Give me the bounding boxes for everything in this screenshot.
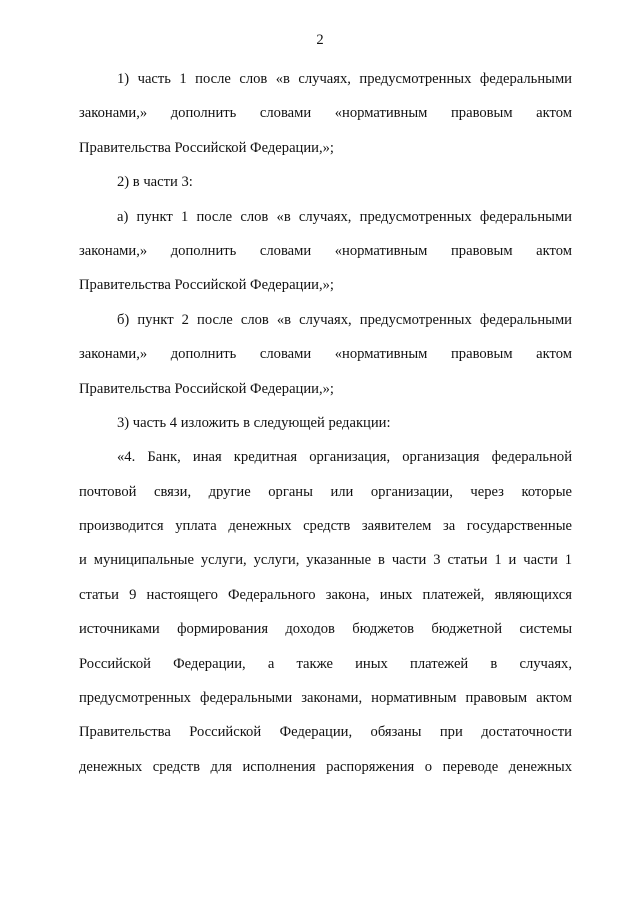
paragraph-amendment-1 — [79, 62, 572, 165]
text-line: законами,» дополнить словами «нормативным правовым актом — [79, 105, 572, 122]
paragraph-new-part-4 — [79, 440, 572, 784]
text-line: и муниципальные услуги, услуги, указанные в части 3 статьи 1 и части 1 — [79, 552, 572, 569]
page-number: 2 — [316, 32, 324, 48]
text-line: Правительства Российской Федерации,»; — [79, 380, 334, 397]
document-body — [79, 62, 572, 784]
text-line: Правительства Российской Федерации, обязаны при достаточности — [79, 724, 572, 741]
text-line: денежных средств для исполнения распоряжения о переводе денежных — [79, 758, 572, 775]
paragraph-subpoint-a — [79, 200, 572, 303]
text-line: законами,» дополнить словами «нормативным правовым актом — [79, 346, 572, 363]
text-line: статьи 9 настоящего Федерального закона, иных платежей, являющихся — [79, 586, 572, 603]
text-line: 3) часть 4 изложить в следующей редакции: — [117, 414, 391, 431]
text-line: а) пункт 1 после слов «в случаях, предусмотренных федеральными — [117, 208, 572, 225]
text-line: «4. Банк, иная кредитная организация, организация федеральной — [117, 449, 572, 466]
text-line: 2) в части 3: — [117, 174, 193, 191]
text-line: 1) часть 1 после слов «в случаях, предусмотренных федеральными — [117, 71, 572, 87]
text-line: производится уплата денежных средств заявителем за государственные — [79, 518, 572, 535]
paragraph-amendment-2 — [79, 165, 572, 199]
text-line: Российской Федерации, а также иных платежей в случаях, — [79, 655, 572, 672]
text-line: законами,» дополнить словами «нормативным правовым актом — [79, 242, 572, 259]
text-line: Правительства Российской Федерации,»; — [79, 277, 334, 294]
text-line: б) пункт 2 после слов «в случаях, предусмотренных федеральными — [117, 311, 572, 328]
text-line: почтовой связи, другие органы или организации, через которые — [79, 483, 572, 500]
text-line: Правительства Российской Федерации,»; — [79, 139, 334, 156]
text-line: источниками формирования доходов бюджетов бюджетной системы — [79, 621, 572, 638]
text-line: предусмотренных федеральными законами, нормативным правовым актом — [79, 690, 572, 707]
paragraph-subpoint-b — [79, 303, 572, 406]
paragraph-amendment-3 — [79, 406, 572, 440]
